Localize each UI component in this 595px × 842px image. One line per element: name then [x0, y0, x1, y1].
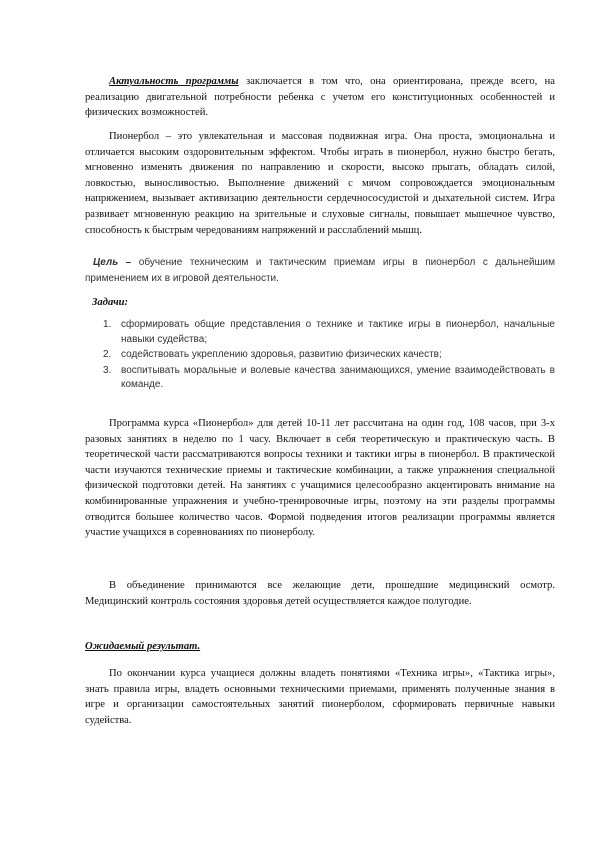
list-item — [85, 364, 555, 393]
list-item-number: 2. — [103, 349, 112, 361]
tasks-heading: Задачи: — [92, 297, 129, 308]
relevance-text: заключается в том что, она ориентирована, прежде всего, на реализацию двигательной потребности ребенка с учетом его конституционных особенностей и физических возможностей. — [85, 76, 555, 119]
goal-text: обучение техническим и тактическим приемам игры в пионербол с дальнейшим применением их в игровой деятельности. — [85, 257, 555, 284]
pioneerball-intro-paragraph: Пионербол – это увлекательная и массовая подвижная игра. Она проста, эмоциональна и отличается высоким оздоровительным эффектом. Чтобы играть в пионербол, нужно быстро бегать, мгновенно изменять движения по направлению и скорости, высоко прыгать, обладать силой, ловкостью, выносливостью. Выполнение движений с мячом сопровождается эмоциональным напряжением, вызывает активизацию деятельности сердечнососудистой и дыхательной систем. Игра развивает мгновенную реакцию на зрительные и слуховые сигналы, повышает мышечное чувство, способность к быстрым чередованиям напряжений и расслаблений мышц. — [85, 131, 555, 236]
list-item-number: 3. — [103, 364, 112, 376]
goal-label: Цель – — [93, 257, 132, 268]
program-course-paragraph: Программа курса «Пионербол» для детей 10-11 лет рассчитана на один год, 108 часов, при 3-х разовых занятиях в неделю по 1 часу. Включает в себя теоретическую и практическую часть. В теоретической части рассматриваются вопросы техники и тактики игры в пионербол. В практической части изучаются технические приемы и тактические комбинации, а также упражнения специальной физической подготовки детей. На занятиях с учащимися целесообразно акцентировать внимание на комбинированные упражнения и учебно-тренировочные игры, поэтому на эти разделы программы отводится большее количество часов. Формой подведения итогов реализации программы является участие учащихся в соревнованиях по пионерболу. — [85, 418, 555, 539]
expected-result-heading — [85, 641, 200, 652]
list-item — [85, 348, 555, 363]
enrollment-paragraph: В объединение принимаются все желающие дети, прошедшие медицинский осмотр. Медицинский контроль состояния здоровья детей осуществляется каждое полугодие. — [85, 580, 555, 607]
list-item-number: 1. — [103, 319, 112, 330]
expected-result-label: Ожидаемый результат. — [85, 641, 201, 652]
expected-result-paragraph: По окончании курса учащиеся должны владеть понятиями «Техника игры», «Тактика игры», знать правила игры, владеть основными техническими приемами, применять полученные знания в игре и организации самостоятельных занятий пионерболом, сформировать первичные навыки судейства. — [85, 668, 555, 726]
list-item-text: сформировать общие представления о технике и тактике игры в пионербол, начальные навыки судейства; — [121, 319, 555, 345]
tasks-list — [85, 318, 555, 394]
relevance-paragraph — [85, 74, 555, 121]
relevance-label: Актуальность программы — [109, 76, 239, 87]
goal-paragraph — [85, 255, 555, 286]
list-item — [85, 318, 555, 347]
list-item-text: содействовать укреплению здоровья, развитию физических качеств; — [121, 349, 442, 361]
list-item-text: воспитывать моральные и волевые качества занимающихся, умение взаимодействовать в команде. — [121, 364, 555, 391]
